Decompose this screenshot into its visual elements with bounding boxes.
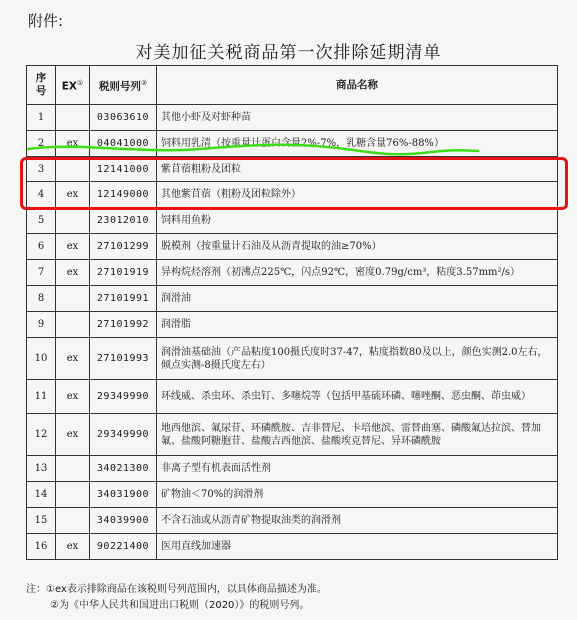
cell-name: 其他小虾及对虾种苗 [157,105,558,131]
cell-ex: ex [56,534,90,560]
cell-ex: ex [56,131,90,157]
cell-no: 1 [27,105,56,131]
cell-no: 16 [27,534,56,560]
table-row [27,105,558,131]
table-row [27,534,558,560]
table-row [27,456,558,482]
cell-code: 12149000 [90,182,157,208]
attachment-label: 附件: [28,12,64,30]
cell-name: 饲料用鱼粉 [157,208,558,234]
cell-code: 29349990 [90,414,157,456]
cell-no: 13 [27,456,56,482]
cell-name: 非离子型有机表面活性剂 [157,456,558,482]
cell-no: 3 [27,157,56,182]
cell-name: 矿物油＜70%的润滑剂 [157,482,558,508]
cell-code: 23012010 [90,208,157,234]
cell-no: 7 [27,260,56,286]
table-row [27,508,558,534]
header-name: 商品名称 [157,66,558,105]
table-row [27,234,558,260]
cell-code: 27101992 [90,312,157,338]
header-no: 序号 [27,66,56,105]
cell-no: 10 [27,338,56,380]
exclusion-list-table [26,65,558,560]
table-row [27,338,558,380]
cell-ex: ex [56,380,90,414]
cell-code: 12141000 [90,157,157,182]
cell-ex: ex [56,182,90,208]
cell-no: 5 [27,208,56,234]
table-row [27,312,558,338]
cell-name: 不含石油或从沥青矿物提取油类的润滑剂 [157,508,558,534]
cell-name: 润滑油 [157,286,558,312]
cell-ex [56,105,90,131]
table-row [27,380,558,414]
table-row [27,482,558,508]
document-title: 对美加征关税商品第一次排除延期清单 [135,43,442,63]
cell-code: 27101993 [90,338,157,380]
cell-name: 润滑油基础油（产品粘度100摄氏度时37-47，粘度指数80及以上，颜色实测2.0左右，倾点实测-8摄氏度左右） [157,338,558,380]
cell-name: 饲料用乳清（按重量计蛋白含量2%-7%，乳糖含量76%-88%） [157,131,558,157]
cell-no: 4 [27,182,56,208]
cell-no: 6 [27,234,56,260]
cell-code: 27101991 [90,286,157,312]
table-row [27,286,558,312]
cell-ex: ex [56,338,90,380]
table-row [27,208,558,234]
cell-no: 11 [27,380,56,414]
cell-ex: ex [56,234,90,260]
cell-name: 脱模剂（按重量计石油及从沥青提取的油≥70%） [157,234,558,260]
footnote-1: 注：①ex表示排除商品在该税则号列范围内，以具体商品描述为准。 [26,584,327,595]
cell-ex [56,456,90,482]
cell-code: 34031900 [90,482,157,508]
cell-name: 医用直线加速器 [157,534,558,560]
cell-no: 14 [27,482,56,508]
cell-ex [56,208,90,234]
cell-name: 紫苜蓿粗粉及团粒 [157,157,558,182]
cell-code: 04041000 [90,131,157,157]
cell-ex: ex [56,414,90,456]
cell-code: 34021300 [90,456,157,482]
footnotes [26,582,327,614]
cell-name: 地西他滨、氟尿苷、环磷酰胺、吉非替尼、卡培他滨、雷替曲塞、磷酸氟达拉滨、替加氟、盐酸阿糖胞苷、盐酸吉西他滨、盐酸埃克替尼、异环磷酰胺 [157,414,558,456]
cell-code: 90221400 [90,534,157,560]
table-row [27,260,558,286]
cell-code: 27101919 [90,260,157,286]
cell-ex [56,312,90,338]
cell-ex [56,286,90,312]
cell-no: 12 [27,414,56,456]
cell-name: 其他紫苜蓿（粗粉及团粒除外） [157,182,558,208]
cell-no: 15 [27,508,56,534]
footnote-2: ②为《中华人民共和国进出口税则（2020）》的税则号列。 [50,600,310,611]
cell-code: 34039900 [90,508,157,534]
cell-name: 润滑脂 [157,312,558,338]
cell-code: 29349990 [90,380,157,414]
red-highlight-box [20,157,568,210]
cell-ex [56,508,90,534]
cell-name: 环线威、杀虫环、杀虫钉、多噻烷等（包括甲基硫环磷、噻唑酮、恶虫酮、茚虫威） [157,380,558,414]
cell-no: 2 [27,131,56,157]
cell-ex [56,482,90,508]
table-header-row [27,66,558,105]
header-code: 税则号列② [90,66,157,105]
cell-code: 27101299 [90,234,157,260]
header-ex: EX① [56,66,90,105]
cell-no: 8 [27,286,56,312]
table-row [27,414,558,456]
cell-no: 9 [27,312,56,338]
table-row [27,131,558,157]
cell-code: 03063610 [90,105,157,131]
cell-ex: ex [56,260,90,286]
cell-name: 异构烷烃溶剂（初沸点225℃，闪点92℃，密度0.79g/cm³，粘度3.57mm²/s） [157,260,558,286]
